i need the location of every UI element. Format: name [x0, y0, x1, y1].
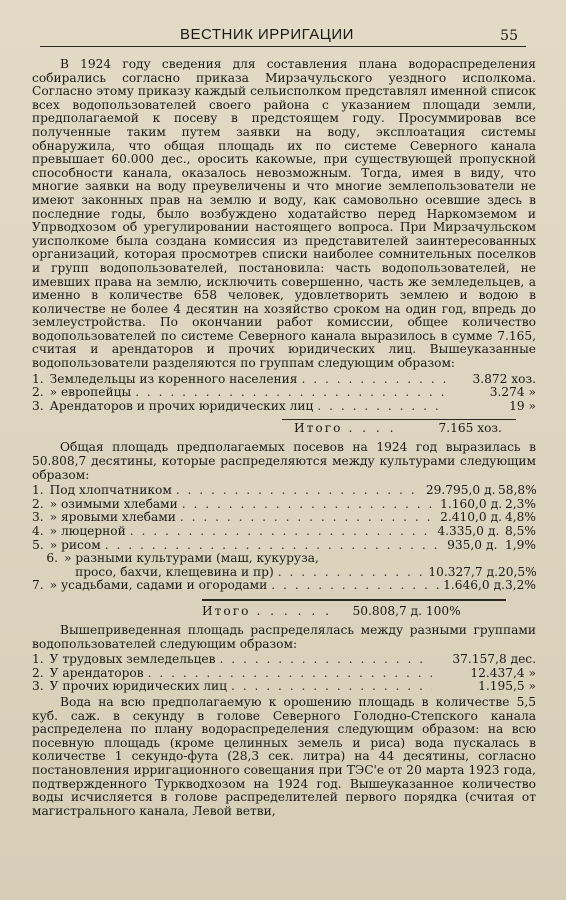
item-label: У арендаторов [49, 665, 144, 680]
paragraph-4: Вода на всю предполагаемую к орошению площадь в количестве 5,5 куб. саж. в секунду в голове Северного Голодно-Степского канала распределена по плану водораспределения следующим образом: на всю посевную площадь (кроме целинных земель и риса) вода пускалась в количестве 1 секундо-фута (28,3 сек. литра) на 44 десятины, согласно постановления ирригационного совещания при ТЭС'е от 20 марта 1923 года, подтвержденного Туркводхозом на 1924 год. Вышеуказанное количество воды исчисляется в голове распределителей первого порядка (считая от магистрального канала, Левой ветви, [32, 694, 536, 818]
item-unit: д. [490, 496, 503, 511]
item-label: У трудовых земледельцев [49, 652, 216, 667]
item-number: 6. [46, 551, 58, 566]
item-value: 1.195,5 » [478, 679, 536, 694]
item-unit: д. [484, 483, 496, 498]
item-area: 1.160,0 [440, 496, 487, 511]
item-number: 5. [32, 537, 44, 552]
table-row [32, 579, 536, 593]
item-value: 3.872 хоз. [472, 371, 536, 386]
list-item [32, 680, 536, 694]
item-value: 12.437,4 » [470, 665, 536, 680]
leader-dots [180, 511, 436, 525]
list-item [32, 373, 536, 387]
item-percent: 58,8% [498, 483, 537, 498]
leader-dots [231, 680, 432, 694]
table-row [32, 498, 536, 512]
item-number: 1. [32, 652, 44, 667]
item-label: » люцерной [49, 524, 126, 538]
leader-dots [317, 400, 446, 414]
paragraph-2: Общая площадь предполагаемых посевов на 1924 год выразилась в 50.808,7 десятины, которые распределяются между культурами следующим образом: [32, 440, 536, 482]
item-number: 4. [32, 524, 44, 538]
item-label: » усадьбами, садами и огородами [49, 578, 268, 593]
leader-dots: . . . . . . [256, 603, 333, 618]
list-item [32, 400, 536, 414]
page-header [40, 24, 526, 47]
item-area: 935,0 [447, 537, 482, 552]
groups-total [32, 419, 536, 437]
item-number: 3. [32, 398, 44, 413]
table-row [32, 552, 536, 566]
item-area: 2.410,0 [440, 510, 487, 525]
leader-dots [278, 566, 425, 580]
table-row [32, 539, 536, 553]
total-label: Итого [294, 421, 343, 436]
list-item [32, 653, 536, 667]
item-percent: 1,9% [505, 537, 536, 552]
page-number: 55 [500, 28, 518, 44]
total-value: 50.808,7 д. 100% [352, 603, 461, 618]
item-value: 19 » [509, 398, 536, 413]
item-number: 1. [32, 371, 44, 386]
item-label: » разными культурами (маш, кукуруза, [64, 551, 319, 566]
item-percent: 4,8% [505, 510, 536, 525]
item-number: 7. [32, 578, 44, 593]
item-area: 1.646,0 [443, 578, 490, 593]
item-label: Арендаторов и прочих юридических лиц [49, 398, 314, 413]
leader-dots [182, 498, 436, 512]
item-number: 3. [32, 510, 44, 525]
item-percent: 3,2% [505, 578, 536, 593]
journal-title: ВЕСТНИК ИРРИГАЦИИ [180, 26, 354, 43]
list-item [32, 386, 536, 400]
item-label: » озимыми хлебами [49, 496, 178, 511]
item-unit: д. [493, 578, 506, 593]
list-item [32, 667, 536, 681]
item-area: 10.327,7 [428, 564, 483, 579]
leader-dots [220, 653, 433, 667]
item-area: 4.335,0 [437, 524, 484, 538]
paragraph-3: Вышеприведенная площадь распределялась между разными группами водопользователей следующим образом: [32, 622, 536, 651]
leader-dots [271, 579, 439, 593]
item-label: У прочих юридических лиц [49, 679, 227, 694]
item-number: 2. [32, 496, 44, 511]
item-number: 2. [32, 665, 44, 680]
item-number: 2. [32, 385, 44, 400]
item-label: » европейцы [49, 385, 132, 400]
item-label: Под хлопчатником [49, 483, 172, 498]
paragraph-1: В 1924 году сведения для составления плана водораспределения собирались согласно приказа Мирзачульского уездного исполкома. Согласно этому приказу каждый сельисполком представлял именной список всех водопользователей своего района с указанием площади земли, предполагаемой к посеву в предстоящем году. Просуммировав все полученные таким путем заявки на воду, эксплоатация системы обнаружила, что общая площадь их по системе Северного канала превышает 60.000 дес., оросить какowые, при существующей пропускной способности канала, оказалось невозможным. Тогда, имея в виду, что многие заявки на воду преувеличены и что многие землепользователи не имеют законных прав на землю и воду, как самовольно осевшие здесь в последние годы, было возбуждено ходатайство перед Наркомземом и Упрводхозом об урегулировании настоящего вопроса. При Мирзачульском уисполкоме была создана комиссия из представителей заинтересованных организаций, которая просмотрев списки наиболее сомнительных поселков и групп водопользователей, постановила: часть водопользователей, не имевших права на землю, исключить совершенно, часть же земледельцев, а именно в количестве 658 человек, удовлетворить землею и водою в количестве не более 4 десятин на хозяйство сроком на один год, впредь до землеустройства. По окончании работ комиссии, общее количество водопользователей по системе Северного канала выразилось в сумме 7.165, считая и арендаторов и прочих юридических лиц. Вышеуказанные водопользователи разделяются по группам следующим образом: [32, 57, 536, 371]
crops-total [32, 599, 536, 620]
item-area: 29.795,0 [425, 483, 481, 498]
table-row-continued [32, 566, 536, 580]
total-value: 7.165 хоз. [438, 421, 502, 436]
table-row [32, 511, 536, 525]
leader-dots [130, 525, 434, 539]
item-percent: 8,5% [505, 524, 536, 538]
leader-dots: . . . . [348, 421, 397, 436]
leader-dots [302, 373, 447, 387]
item-number: 3. [32, 679, 44, 694]
item-label: Земледельцы из коренного населения [49, 371, 298, 386]
leader-dots [105, 539, 443, 553]
article-body [32, 58, 536, 818]
item-label: » рисом [49, 537, 101, 552]
owners-list [32, 653, 536, 694]
table-row [32, 484, 536, 498]
divider [202, 599, 506, 601]
total-label: Итого [202, 603, 251, 618]
item-value: 3.274 » [489, 385, 536, 400]
leader-dots [148, 667, 432, 681]
item-unit: д. [487, 524, 500, 538]
groups-list [32, 373, 536, 414]
item-unit: д. [485, 537, 498, 552]
item-value: 37.157,8 дес. [452, 652, 536, 667]
item-number: 1. [32, 483, 44, 498]
item-percent: 2,3% [505, 496, 536, 511]
table-row [32, 525, 536, 539]
item-unit: д. [490, 510, 502, 525]
item-percent: 20,5% [498, 564, 537, 579]
leader-dots [135, 386, 446, 400]
leader-dots [176, 484, 422, 498]
item-label: » яровыми хлебами [49, 510, 176, 525]
item-label: просо, бахчи, клещевина и пр) [75, 564, 274, 579]
item-unit: д. [486, 564, 498, 579]
crops-list [32, 484, 536, 593]
